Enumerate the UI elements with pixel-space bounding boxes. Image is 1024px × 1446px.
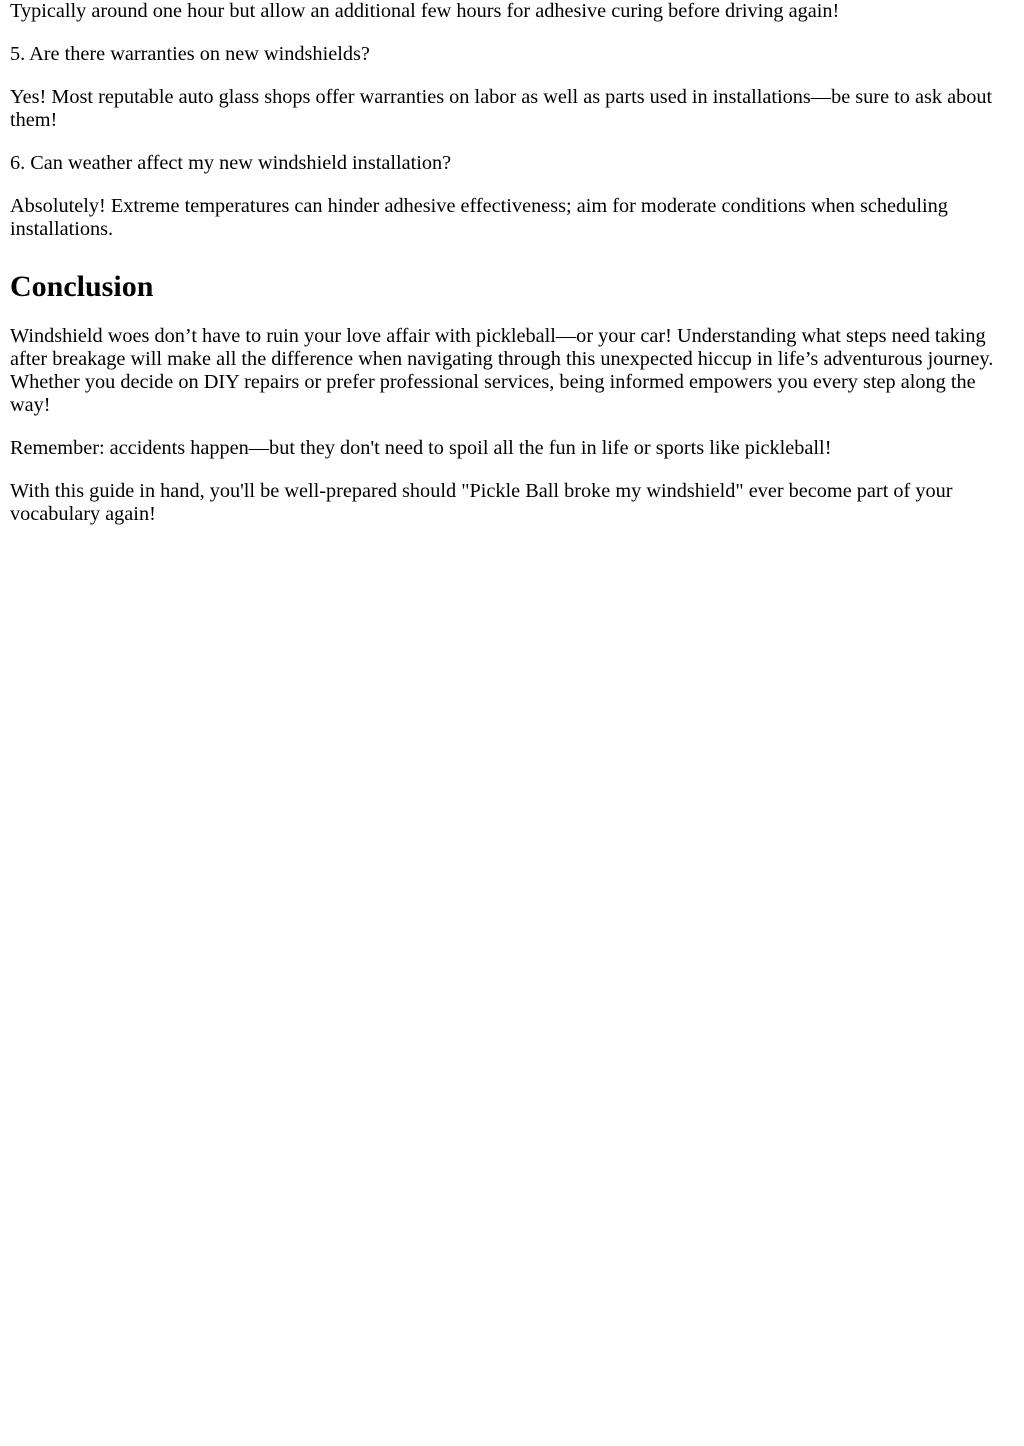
conclusion-heading: Conclusion (10, 270, 154, 303)
faq-question-5: 5. Are there warranties on new windshields? (10, 43, 370, 65)
article-body (10, 0, 1012, 526)
faq-answer-5: Yes! Most reputable auto glass shops offer warranties on labor as well as parts used in installations—be sure to ask about them! (10, 86, 993, 131)
conclusion-paragraph: With this guide in hand, you'll be well-prepared should "Pickle Ball broke my windshield" ever become part of your vocabulary again! (10, 480, 953, 525)
faq-question-6: 6. Can weather affect my new windshield installation? (10, 152, 452, 174)
faq-answer-4: Typically around one hour but allow an additional few hours for adhesive curing before driving again! (10, 0, 840, 22)
conclusion-paragraph: Windshield woes don’t have to ruin your love affair with pickleball—or your car! Understanding what steps need taking after breakage will make all the difference when navigating through this unexpected hiccup in life’s adventurous journey. Whether you decide on DIY repairs or prefer professional services, being informed empowers you every step along the way! (10, 325, 994, 416)
conclusion-paragraph: Remember: accidents happen—but they don't need to spoil all the fun in life or sports like pickleball! (10, 437, 832, 459)
faq-answer-6: Absolutely! Extreme temperatures can hinder adhesive effectiveness; aim for moderate conditions when scheduling installations. (10, 195, 948, 240)
